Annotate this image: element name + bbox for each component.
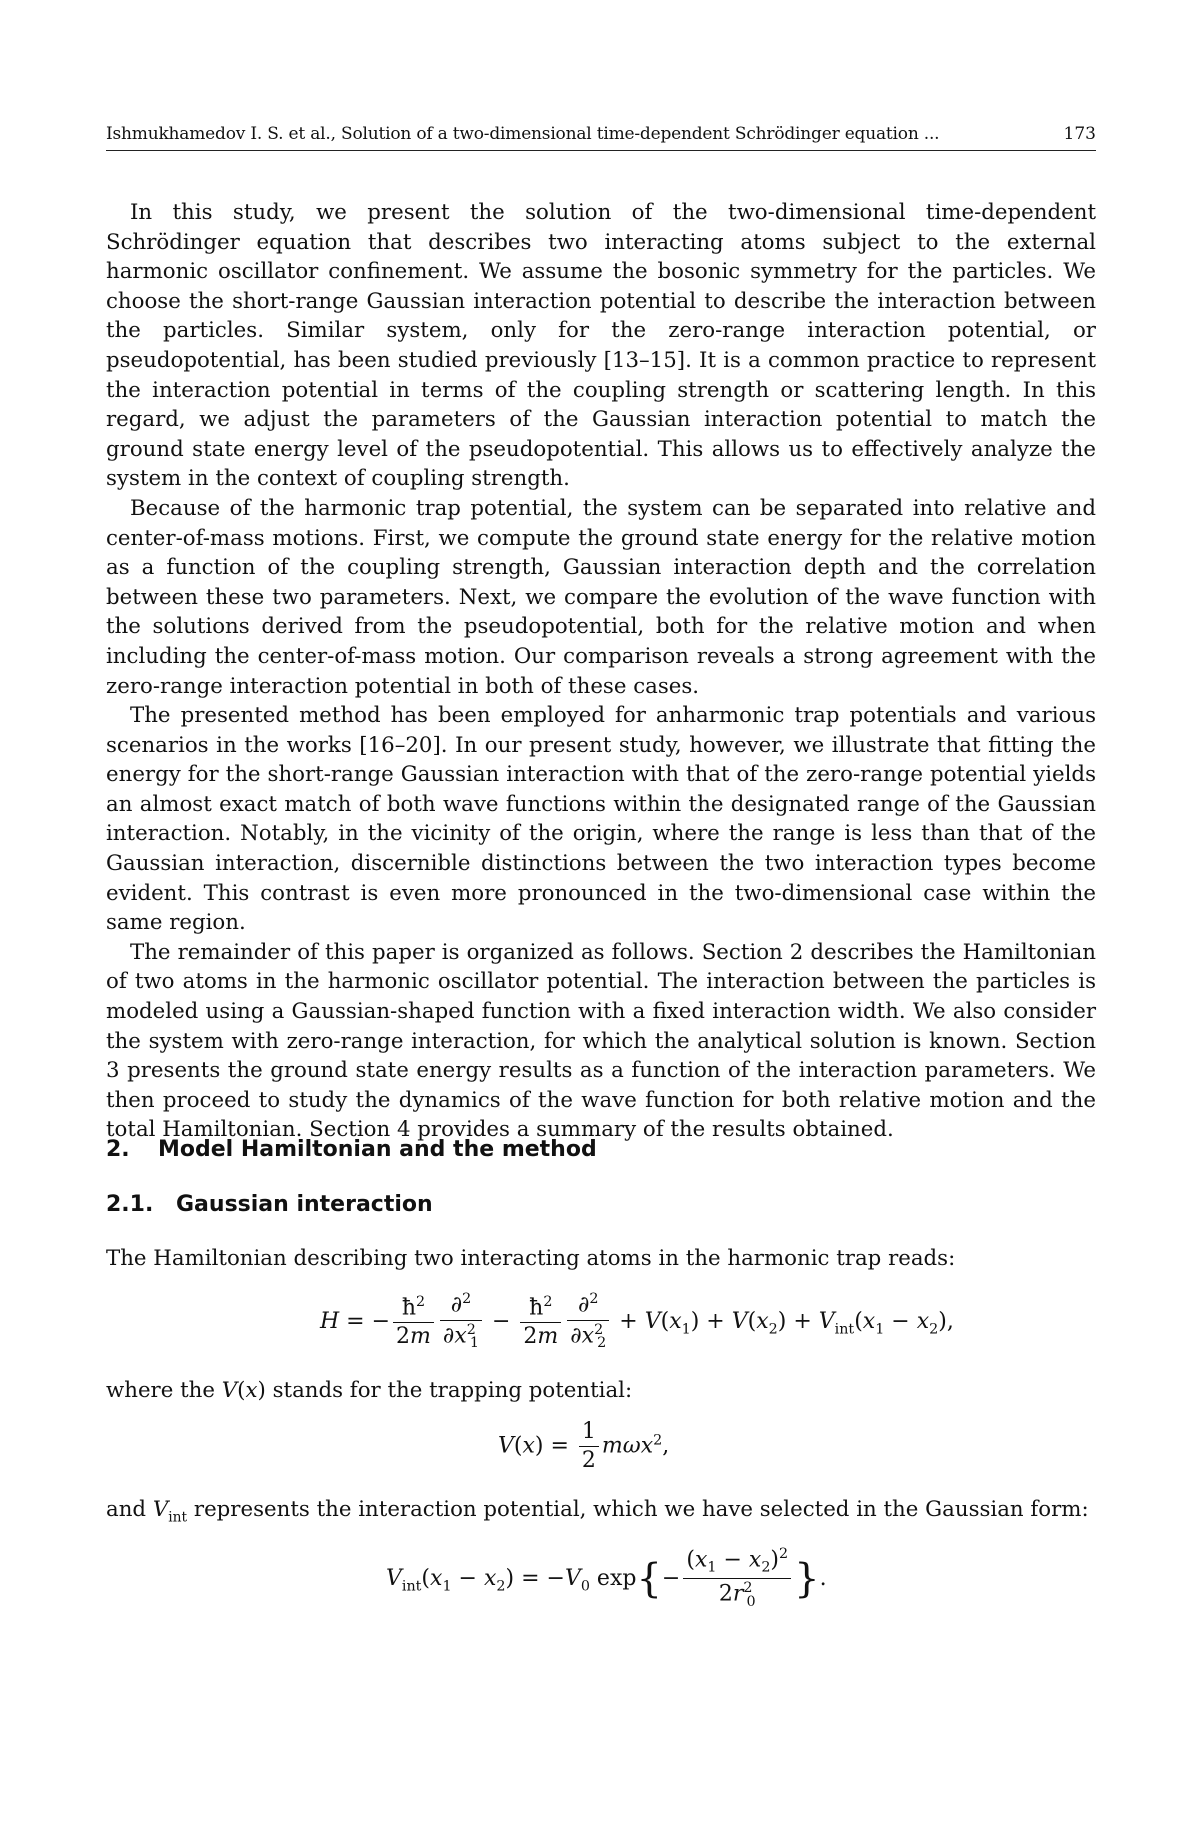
paragraph: The presented method has been employed for anharmonic trap potentials and various scenarios in the works [16–20]. In our present study, however, we illustrate that fitting the energy for the short-range Gaussian interaction with that of the zero-range potential yields an almost exact match of both wave functions within the designated range of the Gaussian interaction. Notably, in the vicinity of the origin, where the range is less than that of the Gaussian interaction, discernible distinctions between the two interaction types become evident. This contrast is even more pronounced in the two-dimensional case within the same region. [106, 701, 1096, 938]
trap-potential-intro: where the V(x) stands for the trapping potential: [106, 1378, 1096, 1403]
paragraph: Because of the harmonic trap potential, the system can be separated into relative and center-of-mass motions. First, we compute the ground state energy for the relative motion as a function of the coupling strength, Gaussian interaction depth and the correlation between these two parameters. Next, we compare the evolution of the wave function with the solutions derived from the pseudopotential, both for the relative motion and when including the center-of-mass motion. Our comparison reveals a strong agreement with the zero-range interaction potential in both of these cases. [106, 494, 1096, 701]
page-number: 173 [1064, 124, 1096, 144]
section-heading [106, 1137, 597, 1162]
introduction-text [106, 198, 1096, 1145]
trap-potential-equation: V(x) = 1 2 mωx2, [498, 1420, 669, 1473]
paragraph: The remainder of this paper is organized as follows. Section 2 describes the Hamiltonian of two atoms in the harmonic oscillator potential. The interaction between the particles is modeled using a Gaussian-shaped function with a fixed interaction width. We also consider the system with zero-range interaction, for which the analytical solution is known. Section 3 presents the ground state energy results as a function of the interaction parameters. We then proceed to study the dynamics of the wave function for both relative motion and the total Hamiltonian. Section 4 provides a summary of the results obtained. [106, 938, 1096, 1145]
section-title: Model Hamiltonian and the method [158, 1137, 597, 1162]
running-title: Ishmukhamedov I. S. et al., Solution of a two-dimensional time-dependent Schrödinger equation ... [106, 124, 939, 144]
subsection-heading [106, 1192, 433, 1217]
section-number: 2. [106, 1137, 158, 1162]
interaction-potential-intro: and Vint represents the interaction potential, which we have selected in the Gaussian form: [106, 1497, 1096, 1525]
running-header [106, 124, 1096, 151]
subsection-number: 2.1. [106, 1192, 176, 1217]
subsection-title: Gaussian interaction [176, 1192, 433, 1217]
hamiltonian-intro-text: The Hamiltonian describing two interacting atoms in the harmonic trap reads: [106, 1246, 1096, 1271]
hamiltonian-equation: H = − ħ2 2m ∂2 ∂x21 − ħ2 2m ∂2 ∂x22 + V(x1) + V(x2) + Vint(x1 − x2), [320, 1292, 954, 1352]
paper-page [0, 0, 1200, 1835]
paragraph: In this study, we present the solution of the two-dimensional time-dependent Schrödinger equation that describes two interacting atoms subject to the external harmonic oscillator confinement. We assume the bosonic symmetry for the particles. We choose the short-range Gaussian interaction potential to describe the interaction between the particles. Similar system, only for the zero-range interaction potential, or pseudopotential, has been studied previously [13–15]. It is a common practice to represent the interaction potential in terms of the coupling strength or scattering length. In this regard, we adjust the parameters of the Gaussian interaction potential to match the ground state energy level of the pseudopotential. This allows us to effectively analyze the system in the context of coupling strength. [106, 198, 1096, 494]
gaussian-potential-equation: Vint(x1 − x2) = −V0 exp{− (x1 − x2)2 2r20 }. [386, 1547, 827, 1611]
